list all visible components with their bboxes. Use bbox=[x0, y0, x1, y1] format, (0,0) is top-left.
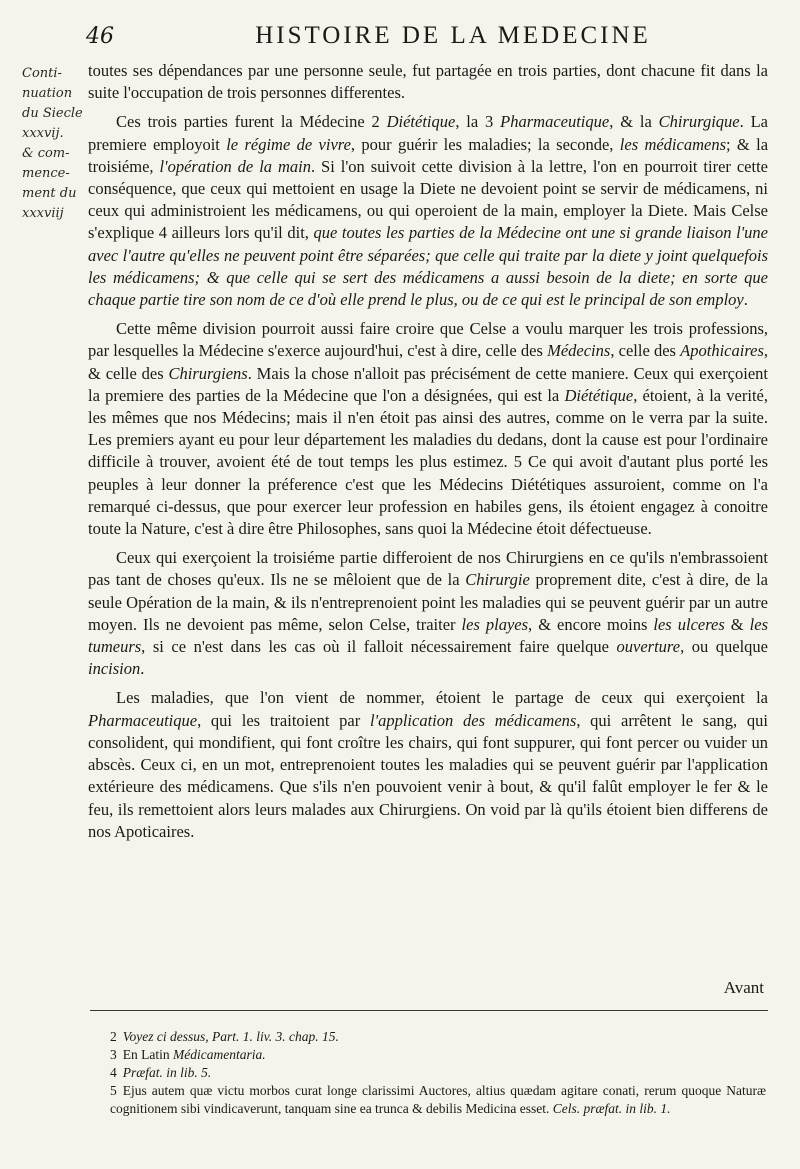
text-run: Médecins bbox=[547, 341, 611, 361]
margin-note-line: du Siecle bbox=[22, 106, 83, 121]
text-run: ouverture bbox=[616, 637, 681, 657]
text-run: Diététique bbox=[564, 385, 634, 405]
margin-note-line: xxxvij. bbox=[22, 126, 64, 141]
text-run: Apothicaires bbox=[680, 341, 764, 361]
text-run: . Mais la chose n'alloit pas précisément de cette maniere. Ceux qui exerçoient la premiere des parties de la Médecine que l'on a désignées, qui est la bbox=[88, 363, 768, 405]
text-run: Médicamentaria. bbox=[173, 1047, 266, 1062]
text-run: , qui les traitoient par bbox=[197, 710, 370, 730]
text-run: proprement dite, c'est à dire, de la seule Opération de la main, & ils n'entreprenoient point les maladies qui se peuvent guérir par un autre moyen. Ils ne devoient pas même, selon Celse, traiter bbox=[88, 570, 768, 634]
footnote-number: 4 bbox=[110, 1065, 117, 1080]
text-run: les tumeurs bbox=[88, 614, 768, 657]
footnote bbox=[110, 1082, 766, 1118]
text-run: Ceux qui exerçoient la troisiéme partie differoient de nos Chirurgiens en ce qu'ils n'embrassoient pas tant de choses qu'eux. Ils ne se mêloient que de la bbox=[88, 548, 768, 590]
page-header bbox=[86, 22, 760, 56]
catchword: Avant bbox=[723, 978, 764, 997]
text-run: Chirurgie bbox=[465, 570, 530, 590]
text-run: . bbox=[743, 290, 748, 310]
footnote-number: 3 bbox=[110, 1047, 117, 1062]
text-run: . La premiere employoit bbox=[88, 112, 768, 154]
text-run: Ces trois parties furent la Médecine 2 bbox=[116, 112, 387, 132]
text-run: Chirurgiens bbox=[168, 363, 248, 383]
text-run: Cette même division pourroit aussi faire croire que Celse a voulu marquer les trois professions, par lesquelles la Médecine s'exerce aujourd'hui, c'est à dire, celle des bbox=[88, 319, 768, 361]
text-run: , qui arrêtent le sang, qui consolident, qui mondifient, qui font croître les chairs, qui font suppurer, qui font percer ou vuider un abscès. Ceux ci, en un mot, entreprenoient toutes les maladies qui se peuvent guérir par l'application extérieure des médicamens. Que s'ils n'en pouvoient venir à bout, & qu'il falût employer le fer & le feu, ils remettoient alors leurs malades aux Chirurgiens. On void par là qu'ils étoient bien differens de nos Apoticaires. bbox=[88, 710, 769, 841]
margin-note-line: xxxviij bbox=[22, 206, 64, 221]
text-run: les playes bbox=[461, 614, 529, 634]
text-run: , la 3 bbox=[455, 112, 501, 132]
footnote-number: 2 bbox=[110, 1029, 117, 1044]
running-title: HISTOIRE DE LA MEDECINE bbox=[255, 22, 651, 49]
text-run: toutes ses dépendances par une personne seule, fut partagée en trois parties, dont chacune fit dans la suite l'occupation de trois personnes differentes. bbox=[88, 61, 768, 103]
body-text bbox=[88, 60, 768, 843]
text-run: incision bbox=[88, 659, 141, 679]
margin-note-line: nuation bbox=[22, 86, 73, 101]
text-run: Cels. præfat. in lib. 1. bbox=[552, 1101, 671, 1116]
text-run: , étoient, à la verité, les mêmes que nos Médecins; mais il n'en étoit pas ainsi des autres, comme on le verra par la suite. Les premiers ayant eu pour leur département les maladies du dedans, dont la cause est pour l'ordinaire difficile à trouver, avoient été de tout temps les plus estimez. 5 Ce qui avoit d'autant plus porté les peuples à leur donner la préference c'est que les Médecins Diététiques assuroient, comme on l'a remarqué ci-dessus, que pour exercer leur profession en habiles gens, ils étoient engagez à conoitre toute la Nature, c'est à dire être Philosophes, sans quoi la Médecine étoit défectueuse. bbox=[88, 385, 768, 539]
paragraph bbox=[88, 687, 768, 842]
paragraph bbox=[88, 318, 768, 540]
margin-note bbox=[22, 64, 86, 224]
text-run: , pour guérir les maladies; la seconde, bbox=[350, 134, 620, 154]
footnote bbox=[110, 1028, 766, 1046]
footnote bbox=[110, 1064, 766, 1082]
text-run: , & la bbox=[609, 112, 659, 132]
text-run: l'opération de la main bbox=[159, 156, 311, 176]
footnote bbox=[110, 1046, 766, 1064]
text-run: le régime de vivre bbox=[226, 134, 351, 154]
margin-note-line: mence- bbox=[22, 166, 70, 181]
text-run: , celle des bbox=[610, 341, 681, 361]
paragraph bbox=[88, 111, 768, 311]
text-run: Pharmaceutique bbox=[88, 710, 198, 730]
footnote-number: 5 bbox=[110, 1083, 117, 1098]
text-run: Chirurgique bbox=[658, 112, 740, 132]
paragraph bbox=[88, 60, 768, 104]
text-run: , si ce n'est dans les cas où il falloit nécessairement faire quelque bbox=[141, 637, 617, 657]
text-run: , ou quelque bbox=[680, 637, 769, 657]
text-run: , & encore moins bbox=[528, 614, 654, 634]
text-run: que toutes les parties de la Médecine ont une si grande liaison l'une avec l'autre qu'elles ne peuvent point être séparées; que celle qui traite par la diete y joint quelquefois les médicamens; & que celle qui se sert des médicamens a aussi besoin de la diete; en sorte que chaque partie tire son nom de ce d'où elle prend le plus, ou de ce qui est le principal de son employ bbox=[88, 223, 769, 310]
text-run: & bbox=[724, 614, 750, 634]
margin-note-line: Conti- bbox=[22, 66, 62, 81]
text-run: . bbox=[140, 659, 145, 679]
text-run: Pharmaceutique bbox=[500, 112, 610, 132]
text-run: les ulceres bbox=[653, 614, 725, 634]
text-run: ; & la troisiéme, bbox=[88, 134, 769, 176]
margin-note-line: & com- bbox=[22, 146, 70, 161]
text-run: les médicamens bbox=[619, 134, 727, 154]
text-run: Præfat. in lib. 5. bbox=[122, 1065, 212, 1080]
text-run: . Si l'on suivoit cette division à la lettre, l'on en pourroit tirer cette conséquence, que ceux qui mettoient en usage la Diete ne devoient point se servir de médicamens, ni ceux qui administroient les médicamens, ou qui operoient de la main, employer la Diete. Mais Celse s'explique 4 ailleurs lors qu'il dit, bbox=[88, 156, 768, 243]
footnote-rule bbox=[90, 1010, 768, 1011]
footnotes bbox=[110, 1028, 766, 1118]
text-run: Les maladies, que l'on vient de nommer, étoient le partage de ceux qui exerçoient la bbox=[116, 688, 768, 708]
margin-note-line: ment du bbox=[22, 186, 77, 201]
text-run: l'application des médicamens bbox=[369, 710, 577, 730]
text-run: Voyez ci dessus, Part. 1. liv. 3. chap. 15. bbox=[122, 1029, 339, 1044]
page-number: 46 bbox=[86, 24, 114, 49]
text-run: Ejus autem quæ victu morbos curat longe clarissimi Auctores, altius quædam agitare conati, rerum quoque Naturæ cognitionem sibi vindicaverunt, tanquam sine ea trunca & debilis Medicina esset. bbox=[110, 1083, 766, 1116]
text-run: En Latin bbox=[122, 1047, 173, 1062]
text-run: Diététique bbox=[386, 112, 456, 132]
paragraph bbox=[88, 547, 768, 680]
text-run: , & celle des bbox=[88, 341, 769, 383]
